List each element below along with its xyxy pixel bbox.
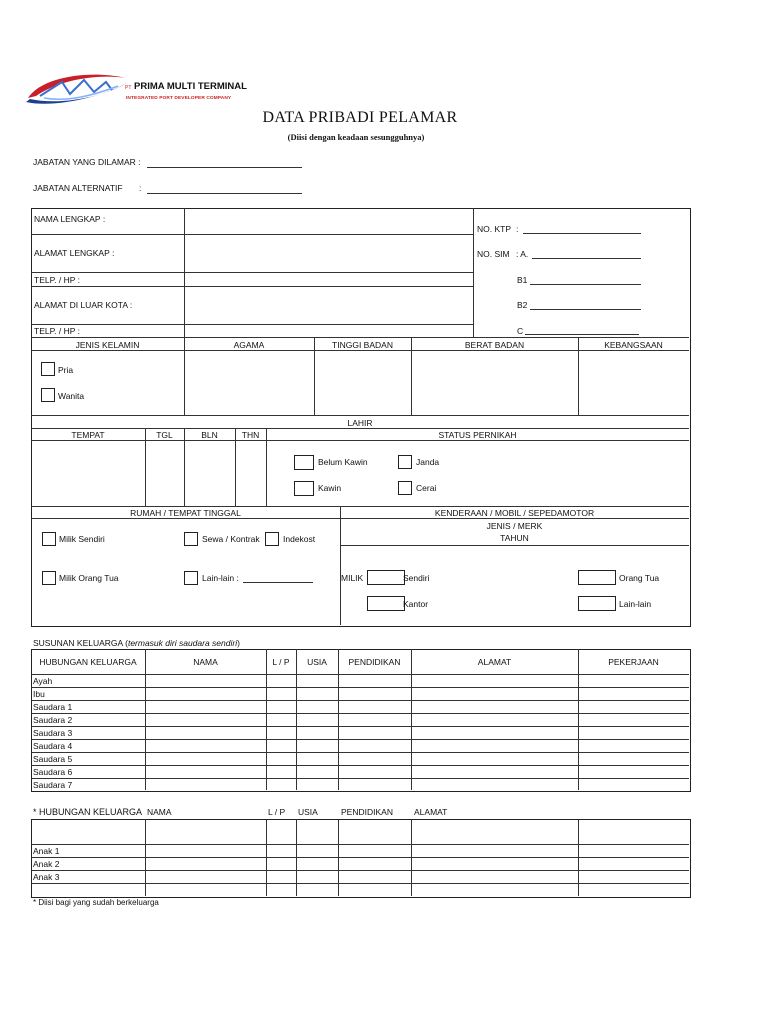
alamat-header: ALAMAT — [477, 657, 512, 667]
tinggi-badan-header: TINGGI BADAN — [332, 340, 393, 350]
kendaraan-kantor-checkbox[interactable] — [367, 596, 405, 611]
tgl-lahir-field[interactable] — [146, 441, 183, 505]
pendidikan-header: PENDIDIKAN — [348, 657, 401, 667]
kendaraan-orang-tua-checkbox[interactable] — [578, 570, 616, 585]
berat-badan-header: BERAT BADAN — [464, 340, 525, 350]
kendaraan-kantor-label: Kantor — [403, 599, 429, 609]
thn-header: THN — [241, 430, 260, 440]
table-row: Saudara 2 — [33, 715, 73, 725]
indekost-checkbox[interactable] — [265, 532, 279, 546]
kendaraan-title: KENDERAAN / MOBIL / SEPEDAMOTOR — [434, 508, 595, 518]
status-pernikahan-header: STATUS PERNIKAH — [438, 430, 517, 440]
table-row: Anak 3 — [33, 872, 60, 882]
sim-c-field[interactable] — [525, 334, 639, 335]
usia-2-header: USIA — [298, 807, 318, 817]
logo-pt: PT — [125, 85, 132, 91]
indekost-label: Indekost — [283, 534, 316, 544]
jenis-merk-label: JENIS / MERK — [486, 521, 543, 531]
pria-label: Pria — [58, 365, 74, 375]
table-row: Saudara 1 — [33, 702, 73, 712]
alamat-luar-kota-label: ALAMAT DI LUAR KOTA : — [34, 300, 133, 310]
sim-b2-field[interactable] — [530, 309, 641, 310]
cerai-label: Cerai — [416, 483, 437, 493]
sim-b1-label: B1 — [517, 275, 528, 285]
jabatan-alternatif-field[interactable] — [147, 193, 302, 194]
jabatan-alternatif-label: JABATAN ALTERNATIF — [33, 183, 123, 193]
kawin-checkbox[interactable] — [294, 481, 314, 496]
milik-orang-tua-label: Milik Orang Tua — [59, 573, 119, 583]
no-ktp-label: NO. KTP — [477, 224, 512, 234]
table-row: Anak 2 — [33, 859, 60, 869]
table-row: Saudara 6 — [33, 767, 73, 777]
tinggi-badan-field[interactable] — [315, 351, 410, 414]
logo-swoosh-icon — [22, 68, 132, 110]
nama-lengkap-field[interactable] — [185, 209, 472, 233]
lain-lain-rumah-checkbox[interactable] — [184, 571, 198, 585]
hubungan-keluarga-2-header: * HUBUNGAN KELUARGA — [33, 807, 143, 817]
table-row: Saudara 7 — [33, 780, 73, 790]
sim-c-label: C — [517, 326, 524, 336]
no-sim-a-field[interactable] — [532, 258, 641, 259]
milik-orang-tua-checkbox[interactable] — [42, 571, 56, 585]
kebangsaan-header: KEBANGSAAN — [604, 340, 663, 350]
usia-header: USIA — [307, 657, 327, 667]
nama-header: NAMA — [193, 657, 218, 667]
no-sim-colon: : A. — [516, 249, 529, 259]
page-subtitle: (Diisi dengan keadaan sesungguhnya) — [287, 132, 425, 142]
kendaraan-sendiri-label: Sendiri — [403, 573, 430, 583]
alamat-lengkap-label: ALAMAT LENGKAP : — [34, 248, 115, 258]
nama-lengkap-label: NAMA LENGKAP : — [34, 214, 106, 224]
hubungan-keluarga-header: HUBUNGAN KELUARGA — [39, 657, 137, 667]
kendaraan-lain-lain-label: Lain-lain — [619, 599, 652, 609]
jabatan-dilamar-label: JABATAN YANG DILAMAR : — [33, 157, 141, 167]
telp-luar-kota-label: TELP. / HP : — [34, 326, 80, 336]
no-sim-label: NO. SIM — [477, 249, 510, 259]
milik-sendiri-label: Milik Sendiri — [59, 534, 105, 544]
lain-lain-rumah-label: Lain-lain : — [202, 573, 239, 583]
wanita-checkbox[interactable] — [41, 388, 55, 402]
lahir-title: LAHIR — [347, 418, 373, 428]
pekerjaan-header: PEKERJAAN — [608, 657, 659, 667]
belum-kawin-checkbox[interactable] — [294, 455, 314, 470]
jenis-kelamin-header: JENIS KELAMIN — [75, 340, 140, 350]
agama-field[interactable] — [185, 351, 313, 414]
sim-b1-field[interactable] — [530, 284, 641, 285]
thn-lahir-field[interactable] — [236, 441, 265, 505]
pendidikan-2-header: PENDIDIKAN — [341, 807, 393, 817]
no-ktp-field[interactable] — [523, 233, 641, 234]
tempat-lahir-field[interactable] — [32, 441, 144, 505]
logo-brand: PRIMA MULTI TERMINAL — [134, 81, 247, 92]
kebangsaan-field[interactable] — [579, 351, 688, 414]
susunan-keluarga-table — [31, 649, 691, 792]
bln-header: BLN — [201, 430, 218, 440]
lp-header: L / P — [272, 657, 290, 667]
alamat-2-header: ALAMAT — [414, 807, 448, 817]
sewa-kontrak-label: Sewa / Kontrak — [202, 534, 260, 544]
table-row: Saudara 3 — [33, 728, 73, 738]
telp-luar-kota-field[interactable] — [185, 325, 472, 336]
jabatan-dilamar-field[interactable] — [147, 167, 302, 168]
keluarga-sendiri-table — [31, 819, 691, 898]
table-row: Saudara 5 — [33, 754, 73, 764]
jabatan-alternatif-colon: : — [139, 183, 142, 193]
table-row: Ibu — [33, 689, 45, 699]
tgl-header: TGL — [156, 430, 173, 440]
lp-2-header: L / P — [268, 807, 286, 817]
table-row: Saudara 4 — [33, 741, 73, 751]
telp-label: TELP. / HP : — [34, 275, 80, 285]
table-row: Anak 1 — [33, 846, 60, 856]
agama-header: AGAMA — [233, 340, 265, 350]
susunan-keluarga-title: SUSUNAN KELUARGA (termasuk diri saudara sendiri) — [33, 638, 240, 648]
cerai-checkbox[interactable] — [398, 481, 412, 495]
sim-b2-label: B2 — [517, 300, 528, 310]
berat-badan-field[interactable] — [412, 351, 577, 414]
sewa-kontrak-checkbox[interactable] — [184, 532, 198, 546]
footnote: * Diisi bagi yang sudah berkeluarga — [33, 898, 159, 907]
logo-tagline: INTEGRATED PORT DEVELOPER COMPANY — [126, 96, 232, 101]
no-ktp-colon: : — [516, 224, 519, 234]
lain-lain-rumah-field[interactable] — [243, 582, 313, 583]
rumah-title: RUMAH / TEMPAT TINGGAL — [130, 508, 241, 518]
tempat-header: TEMPAT — [71, 430, 105, 440]
milik-sendiri-checkbox[interactable] — [42, 532, 56, 546]
milik-label: MILIK — [341, 573, 364, 583]
janda-label: Janda — [416, 457, 440, 467]
table-row: Ayah — [33, 676, 53, 686]
page-title: DATA PRIBADI PELAMAR — [262, 109, 458, 126]
pria-checkbox[interactable] — [41, 362, 55, 376]
tahun-label: TAHUN — [500, 533, 529, 543]
wanita-label: Wanita — [58, 391, 85, 401]
kendaraan-lain-lain-checkbox[interactable] — [578, 596, 616, 611]
belum-kawin-label: Belum Kawin — [318, 457, 368, 467]
telp-field[interactable] — [185, 273, 472, 285]
bln-lahir-field[interactable] — [185, 441, 234, 505]
kawin-label: Kawin — [318, 483, 342, 493]
nama-2-header: NAMA — [147, 807, 172, 817]
alamat-lengkap-field[interactable] — [185, 235, 472, 271]
company-logo — [22, 68, 262, 110]
janda-checkbox[interactable] — [398, 455, 412, 469]
kendaraan-orang-tua-label: Orang Tua — [619, 573, 660, 583]
alamat-luar-kota-field[interactable] — [185, 287, 472, 323]
kendaraan-sendiri-checkbox[interactable] — [367, 570, 405, 585]
